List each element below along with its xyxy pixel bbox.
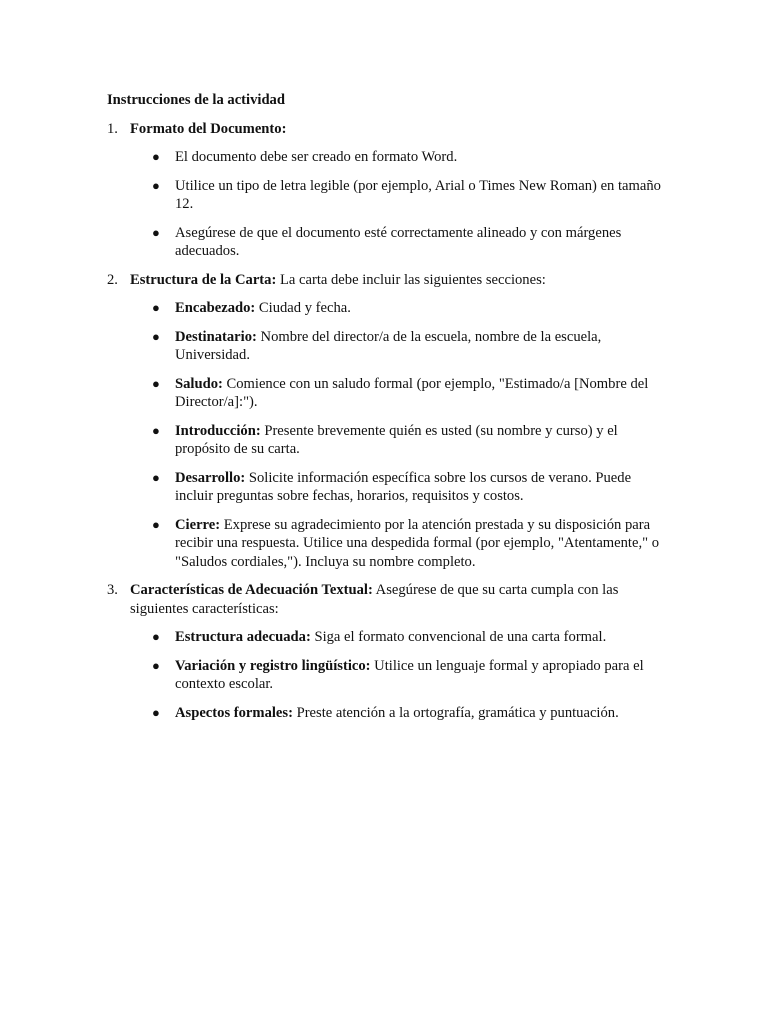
- list-item: [130, 657, 667, 694]
- list-item: [130, 628, 667, 647]
- item-label: Cierre:: [175, 516, 221, 533]
- item-label: Encabezado:: [175, 300, 256, 316]
- list-item: [130, 422, 667, 459]
- item-text: Comience con un saludo formal (por ejemplo, "Estimado/a [Nombre del Director/a]:").: [175, 375, 649, 410]
- bullet-icon: ●: [152, 629, 160, 644]
- section-heading: Formato del Documento:: [130, 120, 287, 137]
- section-heading-line: [130, 581, 667, 618]
- item-text: Utilice un lenguaje formal y apropiado para el contexto escolar.: [175, 657, 644, 692]
- list-item: [130, 469, 667, 506]
- list-item: [130, 177, 667, 214]
- bullet-icon: ●: [152, 704, 160, 720]
- bullet-icon: ●: [152, 224, 160, 240]
- item-label: Destinatario:: [175, 328, 257, 345]
- item-label: Aspectos formales:: [175, 704, 293, 721]
- item-text: Ciudad y fecha.: [255, 300, 351, 316]
- item-text: Asegúrese de que el documento esté correctamente alineado y con márgenes adecuados.: [175, 224, 622, 259]
- item-text: Siga el formato convencional de una carta formal.: [310, 629, 607, 645]
- item-text: Presente brevemente quién es usted (su nombre y curso) y el propósito de su carta.: [175, 422, 618, 457]
- numbered-section: [107, 271, 667, 572]
- list-item: [130, 328, 667, 365]
- section-number: 2.: [107, 271, 118, 288]
- bullet-icon: ●: [152, 516, 160, 532]
- item-text: Exprese su agradecimiento por la atención prestada y su disposición para recibir una respuesta. Utilice una despedida formal (por ejemplo, "Atentamente," o "Saludos cordiales,"). Incluya su nombre completo.: [175, 516, 660, 570]
- document-title: Instrucciones de la actividad: [107, 92, 285, 108]
- item-text: Solicite información específica sobre los cursos de verano. Puede incluir preguntas sobre fechas, horarios, requisitos y costos.: [175, 469, 632, 504]
- list-item: [130, 224, 667, 261]
- list-item: [130, 516, 667, 572]
- list-item: [130, 704, 667, 723]
- item-label: Variación y registro lingüístico:: [175, 657, 371, 674]
- section-text: Asegúrese de que su carta cumpla con las siguientes características:: [130, 582, 619, 617]
- bullet-icon: ●: [152, 422, 160, 438]
- section-heading: Estructura de la Carta:: [130, 271, 277, 288]
- item-text: El documento debe ser creado en formato Word.: [175, 149, 458, 165]
- item-text: Preste atención a la ortografía, gramática y puntuación.: [292, 704, 619, 721]
- item-label: Desarrollo:: [175, 469, 246, 486]
- bullet-icon: ●: [152, 328, 160, 344]
- list-item: [130, 148, 667, 167]
- bullet-icon: ●: [152, 300, 160, 315]
- section-text: La carta debe incluir las siguientes secciones:: [276, 271, 546, 288]
- list-item: [130, 299, 667, 318]
- section-heading-line: [130, 271, 667, 290]
- numbered-section: [107, 120, 667, 261]
- list-item: [130, 375, 667, 412]
- document-page: [107, 91, 667, 732]
- bullet-icon: ●: [152, 177, 160, 193]
- item-label: Introducción:: [175, 422, 261, 439]
- item-label: Estructura adecuada:: [175, 629, 311, 645]
- item-label: Saludo:: [175, 375, 223, 392]
- bullet-list: [130, 148, 667, 261]
- section-heading: Características de Adecuación Textual:: [130, 582, 373, 598]
- bullet-icon: ●: [152, 375, 160, 391]
- section-number: 1.: [107, 120, 118, 137]
- numbered-section: [107, 581, 667, 722]
- item-text: Utilice un tipo de letra legible (por ejemplo, Arial o Times New Roman) en tamaño 12.: [175, 177, 661, 212]
- section-number: 3.: [107, 582, 118, 598]
- bullet-icon: ●: [152, 469, 160, 485]
- bullet-list: [130, 628, 667, 722]
- item-text: Nombre del director/a de la escuela, nombre de la escuela, Universidad.: [175, 328, 602, 363]
- bullet-icon: ●: [152, 149, 160, 164]
- section-heading-line: [130, 120, 667, 139]
- bullet-icon: ●: [152, 657, 160, 673]
- bullet-list: [130, 299, 667, 571]
